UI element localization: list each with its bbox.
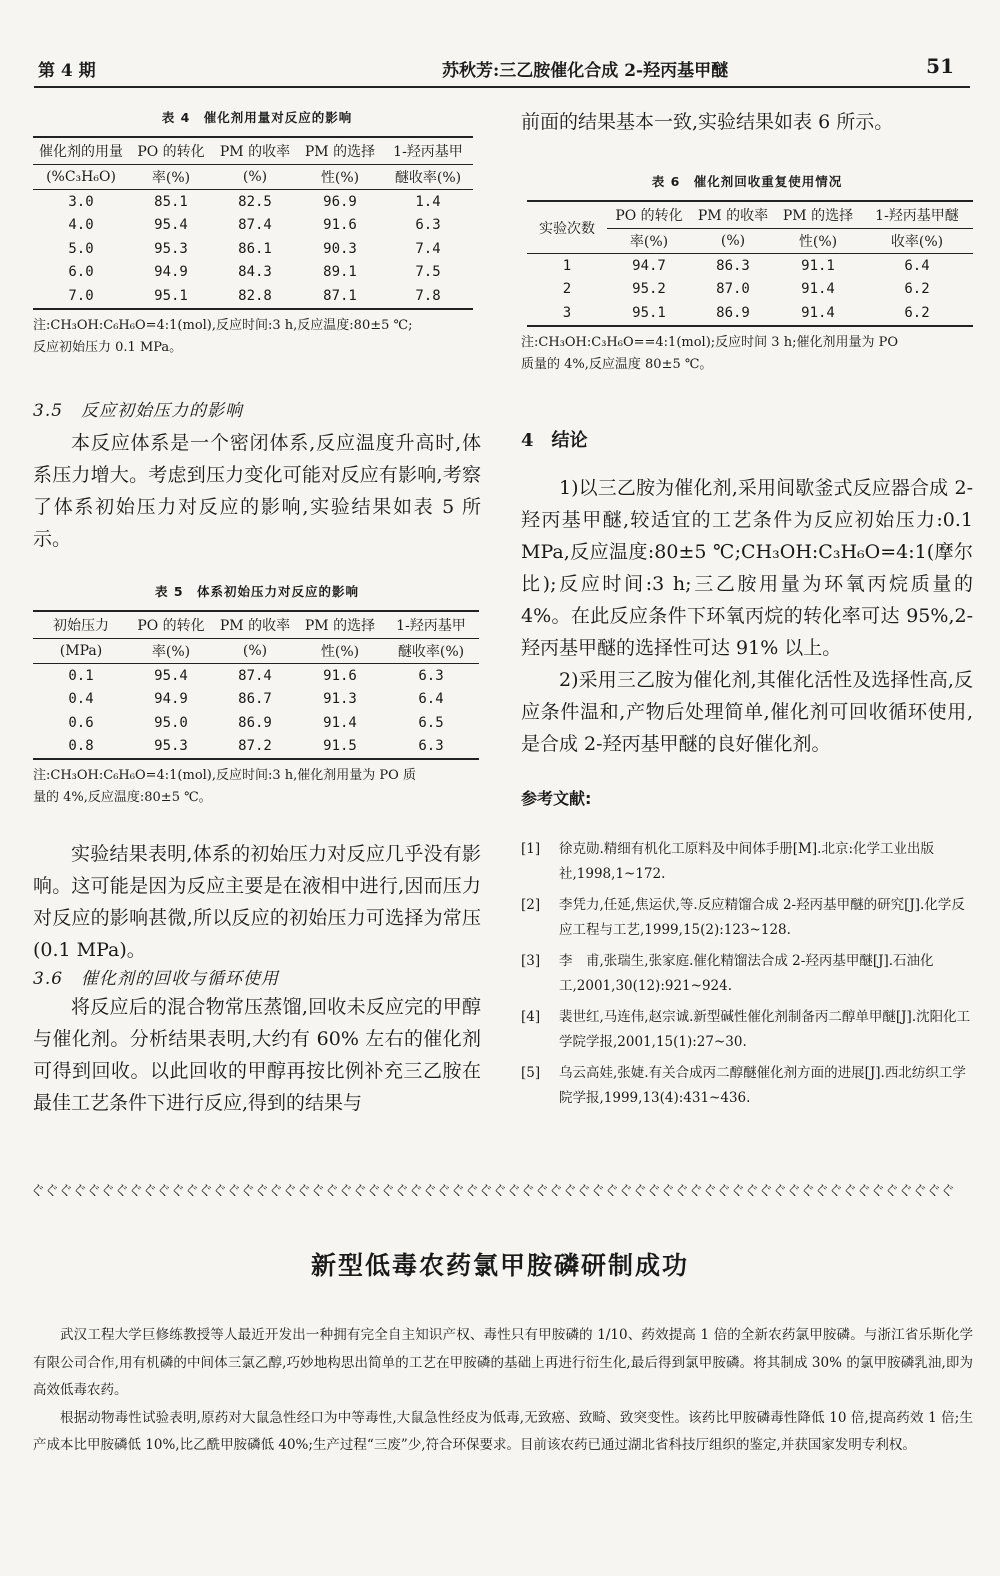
table-row [33, 711, 479, 735]
table-cell: 3.0 [68, 193, 94, 210]
table-cell: 6.4 [418, 691, 444, 708]
continuation-text [521, 106, 973, 138]
table-note-line: 注:CH₃OH:C₆H₆O=4:1(mol),反应时间:3 h,反应温度:80±5 ℃; [33, 317, 413, 333]
table-cell: 87.4 [238, 667, 272, 684]
table5-caption: 表 5 体系初始压力对反应的影响 [154, 584, 360, 599]
table-cell: 91.5 [297, 735, 383, 760]
table-header: (%C₃H₆O) [33, 165, 129, 190]
section-heading: 4 结论 [521, 430, 588, 451]
reference-text: 裴世红,马连伟,赵宗诚.新型碱性催化剂制备丙二醇单甲醚[J].沈阳化工学院学报,2001,15(1):27~30. [559, 1009, 971, 1050]
table-cell: 91.6 [323, 667, 357, 684]
table-note-line: 质量的 4%,反应温度 80±5 ℃。 [521, 356, 713, 372]
conclusion-item-2: 2)采用三乙胺为催化剂,其催化活性及选择性高,反应条件温和,产物后处理简单,催化剂可回收循环使用,是合成 2-羟丙基甲醚的良好催化剂。 [521, 669, 973, 755]
table-row [527, 254, 973, 278]
table-cell: 91.3 [323, 691, 357, 708]
table-cell: 95.4 [154, 667, 188, 684]
table-cell: 82.8 [213, 284, 297, 309]
issue-number: 第 4 期 [38, 61, 96, 81]
table-cell: 82.5 [238, 193, 272, 210]
table6 [527, 200, 973, 327]
table5 [33, 610, 479, 760]
table-header: 率(%) [607, 229, 691, 254]
table-header: 醚收率(%) [383, 165, 473, 190]
table-cell: 7.4 [415, 240, 441, 257]
table6-caption: 表 6 催化剂回收重复使用情况 [651, 174, 843, 189]
table-cell: 5.0 [68, 240, 94, 257]
reference-item [521, 949, 973, 999]
table-cell: 91.4 [775, 301, 861, 326]
table-row [33, 214, 473, 238]
table-row [33, 237, 473, 261]
table-cell: 0.1 [68, 667, 94, 684]
reference-item [521, 837, 973, 887]
table-cell: 6.3 [415, 217, 441, 234]
table-row [33, 688, 479, 712]
table-cell: 7.8 [383, 284, 473, 309]
table6-note [521, 332, 973, 376]
table-header: 收率(%) [861, 229, 973, 254]
section-heading: 3.6 催化剂的回收与循环使用 [33, 969, 280, 989]
table-cell: 96.9 [323, 193, 357, 210]
table4-note [33, 315, 481, 359]
table-header: PM 的收率 [213, 137, 297, 165]
table-cell: 6.3 [383, 735, 479, 760]
reference-item [521, 1005, 973, 1055]
table-header: PM 的选择 [297, 611, 383, 639]
news-title: 新型低毒农药氯甲胺磷研制成功 [310, 1251, 689, 1280]
table-row [527, 278, 973, 302]
table-header: 性(%) [775, 229, 861, 254]
table-cell: 87.4 [238, 217, 272, 234]
reference-text: 李凭力,任延,焦运伏,等.反应精馏合成 2-羟丙基甲醚的研究[J].化学反应工程与工艺,1999,15(2):123~128. [559, 897, 965, 938]
table-cell: 86.1 [238, 240, 272, 257]
table-cell: 86.9 [238, 714, 272, 731]
section-paragraph: 将反应后的混合物常压蒸馏,回收未反应完的甲醇与催化剂。分析结果表明,大约有 60% 左右的催化剂可得到回收。以此回收的甲醇再按比例补充三乙胺在最佳工艺条件下进行反应,得到的结果与 [33, 996, 481, 1114]
table-cell: 1.4 [415, 193, 441, 210]
table-header: 1-羟丙基甲 [383, 611, 479, 639]
table-header: (%) [213, 639, 297, 664]
table-cell: 89.1 [323, 264, 357, 281]
table-header: 性(%) [297, 165, 383, 190]
table-header: PM 的选择 [775, 201, 861, 229]
table-cell: 95.3 [154, 240, 188, 257]
table-cell: 6.2 [904, 281, 930, 298]
reference-number: [2] [521, 897, 541, 913]
table-cell: 87.2 [213, 735, 297, 760]
table-header: 醚收率(%) [383, 639, 479, 664]
table-row [33, 190, 473, 214]
table-note-line: 注:CH₃OH:C₆H₆O=4:1(mol),反应时间:3 h,催化剂用量为 PO 质 [33, 768, 416, 783]
reference-item [521, 893, 973, 943]
table4-block [33, 108, 481, 359]
table-header: 率(%) [129, 165, 213, 190]
table5-note [33, 765, 481, 809]
table-cell: 7.0 [33, 284, 129, 309]
section-paragraph: 本反应体系是一个密闭体系,反应温度升高时,体系压力增大。考虑到压力变化可能对反应有影响,考察了体系初始压力对反应的影响,实验结果如表 5 所示。 [33, 432, 481, 550]
table-cell: 6.3 [418, 667, 444, 684]
references-heading: 参考文献: [521, 789, 592, 808]
table-cell: 95.3 [129, 735, 213, 760]
table4-caption: 表 4 催化剂用量对反应的影响 [161, 110, 353, 125]
table-header: (MPa) [33, 639, 129, 664]
table-cell: 4.0 [68, 217, 94, 234]
table-note-line: 反应初始压力 0.1 MPa。 [33, 339, 183, 355]
table-cell: 86.3 [716, 257, 750, 274]
table-row [33, 261, 473, 285]
table6-block [521, 172, 973, 376]
table-header: PO 的转化 [607, 201, 691, 229]
table-cell: 6.2 [861, 301, 973, 326]
section-3-5 [33, 396, 481, 555]
reference-text: 徐克勋.精细有机化工原料及中间体手册[M].北京:化学工业出版社,1998,1~172. [559, 841, 934, 882]
table-cell: 95.1 [129, 284, 213, 309]
table-row [33, 284, 473, 309]
table-note-line: 注:CH₃OH:C₃H₆O==4:1(mol);反应时间 3 h;催化剂用量为 PO [521, 334, 898, 350]
ornamental-divider: ぐぐぐぐぐぐぐぐぐぐぐぐぐぐぐぐぐぐぐぐぐぐぐぐぐぐぐぐぐぐぐぐぐぐぐぐぐぐぐぐぐぐぐぐぐぐぐぐぐぐぐぐぐぐぐぐぐぐぐぐぐぐぐぐぐぐ [30, 1182, 955, 1196]
table-cell: 6.0 [68, 264, 94, 281]
table-cell: 2 [562, 281, 572, 298]
table-cell: 95.0 [154, 714, 188, 731]
table-header: PM 的收率 [691, 201, 775, 229]
table-cell: 95.2 [632, 281, 666, 298]
table-cell: 3 [527, 301, 607, 326]
section-paragraph: 前面的结果基本一致,实验结果如表 6 所示。 [521, 111, 894, 133]
table-header: PO 的转化 [129, 137, 213, 165]
table-cell: 86.9 [691, 301, 775, 326]
page-header [38, 56, 960, 84]
table-cell: 91.1 [801, 257, 835, 274]
table-row [33, 735, 479, 760]
section-3-5-conclusion [33, 838, 481, 966]
table-cell: 91.4 [323, 714, 357, 731]
table-cell: 94.9 [154, 264, 188, 281]
table-cell: 0.8 [33, 735, 129, 760]
table-cell: 94.7 [632, 257, 666, 274]
table-header: 初始压力 [33, 611, 129, 639]
reference-text: 李 甫,张瑞生,张家庭.催化精馏法合成 2-羟丙基甲醚[J].石油化工,2001,30(12):921~924. [559, 953, 934, 994]
news-paragraph: 武汉工程大学巨修练教授等人最近开发出一种拥有完全自主知识产权、毒性只有甲胺磷的 1/10、药效提高 1 倍的全新农药氯甲胺磷。与浙江省乐斯化学有限公司合作,用有机磷的中间体三氯乙醇,巧妙地构思出简单的工艺在甲胺磷的基础上再进行衍生化,最后得到氯甲胺磷。将其制成 30% 的氯甲胺磷乳油,即为高效低毒农药。 [33, 1327, 973, 1398]
table-cell: 91.6 [323, 217, 357, 234]
table-cell: 85.1 [154, 193, 188, 210]
reference-number: [3] [521, 953, 541, 969]
running-title: 苏秋芳:三乙胺催化合成 2-羟丙基甲醚 [442, 61, 729, 81]
table-header: PO 的转化 [129, 611, 213, 639]
table-cell: 90.3 [323, 240, 357, 257]
reference-text: 乌云高娃,张婕.有关合成丙二醇醚催化剂方面的进展[J].西北纺织工学院学报,1999,13(4):431~436. [559, 1065, 966, 1106]
table-cell: 7.5 [415, 264, 441, 281]
table4 [33, 136, 473, 310]
section-paragraph: 实验结果表明,体系的初始压力对反应几乎没有影响。这可能是因为反应主要是在液相中进行,因而压力对反应的影响甚微,所以反应的初始压力可选择为常压(0.1 MPa)。 [33, 843, 481, 961]
table-cell: 87.1 [297, 284, 383, 309]
table-header: (%) [691, 229, 775, 254]
table-cell: 1 [562, 257, 572, 274]
table-header: (%) [213, 165, 297, 190]
news-body [33, 1322, 973, 1460]
table-cell: 95.1 [607, 301, 691, 326]
table-cell: 6.5 [418, 714, 444, 731]
table-cell: 0.4 [68, 691, 94, 708]
section-3-6 [33, 964, 481, 1119]
header-rule [34, 86, 970, 88]
table-header: 率(%) [129, 639, 213, 664]
references [521, 786, 973, 1117]
section-heading: 3.5 反应初始压力的影响 [33, 401, 244, 421]
table-header: 性(%) [297, 639, 383, 664]
conclusion-item-1: 1)以三乙胺为催化剂,采用间歇釜式反应器合成 2-羟丙基甲醚,较适宜的工艺条件为反应初始压力:0.1 MPa,反应温度:80±5 ℃;CH₃OH:C₃H₆O=4:1(摩尔比);反应时间:3 h;三乙胺用量为环氧丙烷质量的 4%。在此反应条件下环氧丙烷的转化率可达 95%,2-羟丙基甲醚的选择性可达 91% 以上。 [521, 477, 973, 659]
reference-number: [4] [521, 1009, 541, 1025]
table-row [33, 664, 479, 688]
reference-item [521, 1061, 973, 1111]
table-header: PM 的选择 [297, 137, 383, 165]
table-row [527, 301, 973, 326]
table-cell: 91.4 [801, 281, 835, 298]
table-header: 催化剂的用量 [33, 137, 129, 165]
table-cell: 94.9 [154, 691, 188, 708]
table-cell: 84.3 [238, 264, 272, 281]
table-header: 1-羟丙基甲醚 [861, 201, 973, 229]
section-4 [521, 426, 973, 760]
table-header: 1-羟丙基甲 [383, 137, 473, 165]
news-paragraph: 根据动物毒性试验表明,原药对大鼠急性经口为中等毒性,大鼠急性经皮为低毒,无致癌、致畸、致突变性。该药比甲胺磷毒性降低 10 倍,提高药效 1 倍;生产成本比甲胺磷低 10%,比乙酰甲胺磷低 40%;生产过程“三废”少,符合环保要求。目前该农药已通过湖北省科技厅组织的鉴定,并获国家发明专利权。 [33, 1409, 973, 1453]
table-header: 实验次数 [527, 201, 607, 254]
table-note-line: 量的 4%,反应温度:80±5 ℃。 [33, 790, 212, 805]
table-cell: 6.4 [904, 257, 930, 274]
table5-block [33, 582, 481, 809]
table-cell: 95.4 [154, 217, 188, 234]
table-cell: 0.6 [68, 714, 94, 731]
reference-number: [1] [521, 841, 541, 857]
page-number: 51 [926, 54, 954, 78]
table-header: PM 的收率 [213, 611, 297, 639]
table-cell: 87.0 [716, 281, 750, 298]
reference-number: [5] [521, 1065, 541, 1081]
table-cell: 86.7 [238, 691, 272, 708]
